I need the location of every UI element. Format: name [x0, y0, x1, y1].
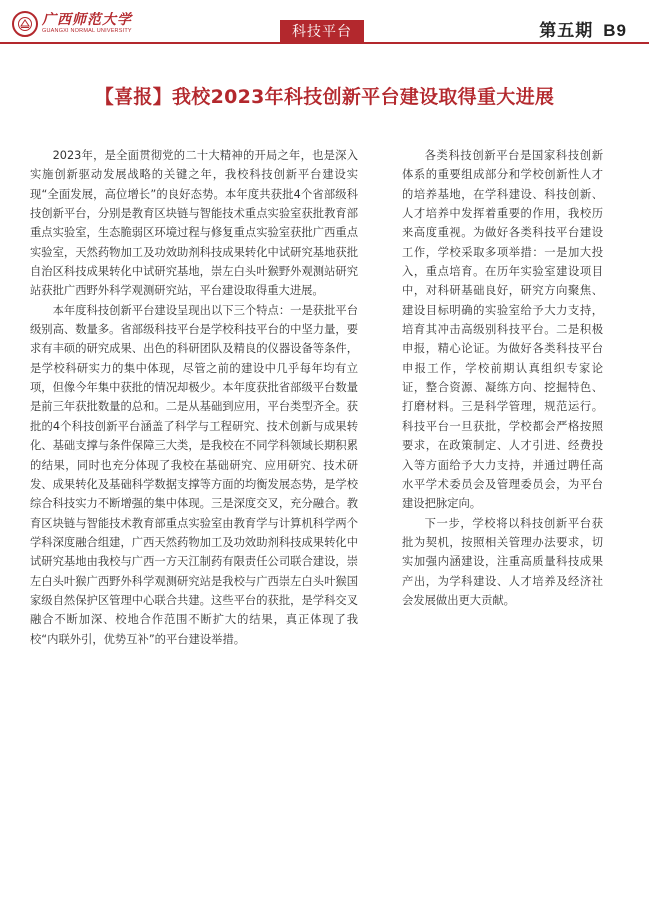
- section-label: 科技平台: [280, 20, 364, 42]
- article-column-right: [402, 146, 603, 610]
- university-seal-icon: [12, 11, 38, 37]
- header-divider: [0, 42, 649, 44]
- article-paragraph: 本年度科技创新平台建设呈现出以下三个特点：一是获批平台级别高、数量多。省部级科技平台是学校科技平台的中坚力量，要求有丰硕的研究成果、出色的科研团队及精良的仪器设备等条件，是学校科研实力的集中体现，尽管之前的建设中几乎每年均有立项，但像今年集中获批的情况却极少。本年度获批省部级平台数量是前三年获批数量的总和。二是从基础到应用，平台类型齐全。获批的4个科技创新平台涵盖了科学与工程研究、技术创新与成果转化、基础支撑与条件保障三大类，是我校在不同学科领域长期积累的结果，同时也充分体现了我校在基础研究、应用研究、技术研发、成果转化及基础科学数据支撑等方面的均衡发展态势，是学校综合科技实力不断增强的集中体现。三是深度交叉，充分融合。教育区块链与智能技术教育部重点实验室由教育学与计算机科学两个学科深度融合组建，广西天然药物加工及功效助剂科技成果转化中试研究基地由我校与广西一方天江制药有限责任公司联合建设，崇左白头叶猴广西野外科学观测研究站是我校与广西崇左白头叶猴国家级自然保护区管理中心联合共建。这些平台的获批，是学科交叉融合不断加深、校地合作范围不断扩大的结果，真正体现了我校“内联外引，优势互补”的平台建设举措。: [30, 303, 358, 646]
- article-paragraph: 下一步，学校将以科技创新平台获批为契机，按照相关管理办法要求，切实加强内涵建设，注重高质量科技成果产出，为学科建设、人才培养及经济社会发展做出更大贡献。: [402, 516, 603, 607]
- university-logo: [12, 8, 132, 40]
- article-paragraph: 各类科技创新平台是国家科技创新体系的重要组成部分和学校创新性人才的培养基地，在学科建设、科技创新、人才培养中发挥着重要的作用，我校历来高度重视。为做好各类科技平台建设工作，学校采取多项举措：一是加大投入，重点培育。在历年实验室建设项目中，对科研基础良好，研究方向聚焦、建设目标明确的实验室给予大力支持，培育其冲击高级别科技平台。二是积极申报，精心论证。为做好各类科技平台申报工作，学校前期认真组织专家论证，整合资源、凝练方向、挖掘特色、打磨材料。三是科学管理，规范运行。科技平台一旦获批，学校都会严格按照要求，在政策制定、人才引进、经费投入等方面给予大力支持，并通过聘任高水平学术委员会及管理委员会，为平台建设把脉定向。: [402, 149, 603, 511]
- issue-number: 第五期: [539, 21, 594, 41]
- article-title: 【喜报】我校2023年科技创新平台建设取得重大进展: [94, 86, 555, 108]
- page-number: B9: [603, 21, 627, 40]
- logo-chinese-name: 广西师范大学: [42, 12, 132, 28]
- logo-english-name: GUANGXI NORMAL UNIVERSITY: [42, 28, 132, 34]
- page-header: [0, 0, 649, 46]
- issue-info: [539, 16, 627, 41]
- article-paragraph: 2023年，是全面贯彻党的二十大精神的开局之年，也是深入实施创新驱动发展战略的关键之年，我校科技创新平台建设实现“全面发展，高位增长”的良好态势。本年度共获批4个省部级科技创新平台，分别是教育区块链与智能技术重点实验室获批教育部重点实验室，生态脆弱区环境过程与修复重点实验室获批广西重点实验室，天然药物加工及功效助剂科技成果转化中试研究基地获批自治区科技成果转化中试研究基地，崇左白头叶猴野外观测站研究站获批广西野外科学观测研究站，平台建设取得重大进展。: [30, 149, 358, 298]
- article-column-left: [30, 146, 358, 649]
